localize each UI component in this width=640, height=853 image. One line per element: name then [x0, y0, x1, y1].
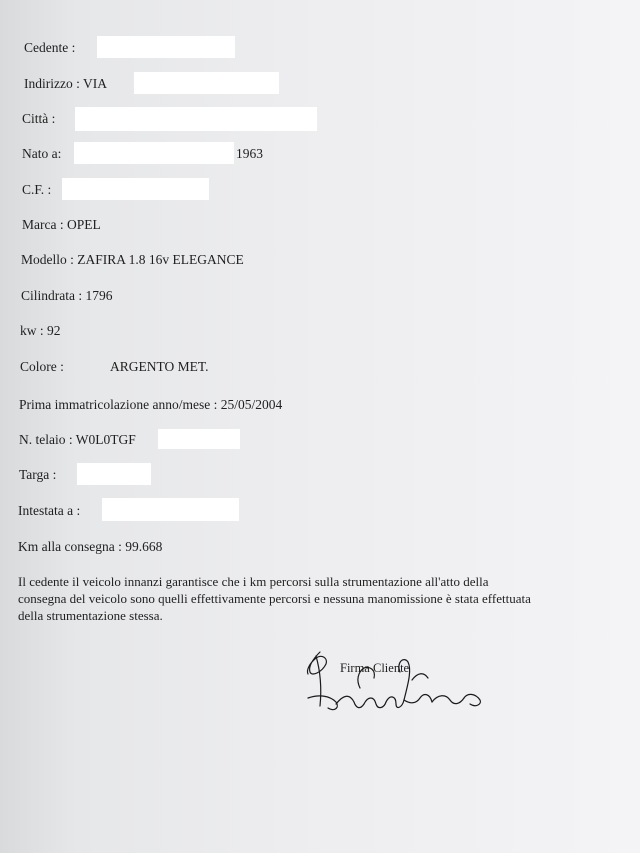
statement-line: Il cedente il veicolo innanzi garantisce che i km percorsi sulla strumentazione all'atto della [18, 574, 489, 589]
redaction-cf [62, 178, 209, 200]
field-indirizzo: Indirizzo : VIA [24, 76, 107, 91]
redaction-intestata [102, 498, 239, 521]
statement-line: della strumentazione stessa. [18, 608, 163, 623]
field-nato-label: Nato a: [22, 146, 62, 161]
redaction-indirizzo [134, 72, 279, 94]
redaction-nato [74, 142, 234, 164]
redaction-citta [75, 107, 317, 131]
field-marca: Marca : OPEL [22, 217, 101, 232]
field-km: Km alla consegna : 99.668 [18, 539, 163, 554]
field-modello: Modello : ZAFIRA 1.8 16v ELEGANCE [21, 252, 244, 267]
redaction-targa [77, 463, 151, 485]
field-citta: Città : [22, 111, 56, 126]
redaction-cedente [97, 36, 235, 58]
redaction-telaio [158, 429, 240, 449]
field-cf: C.F. : [22, 182, 52, 197]
field-targa: Targa : [19, 467, 57, 482]
field-prima-immatricolazione: Prima immatricolazione anno/mese : 25/05/2004 [19, 397, 283, 412]
statement-line: consegna del veicolo sono quelli effettivamente percorsi e nessuna manomissione è stata effettuata [18, 591, 531, 606]
field-colore-label: Colore : [20, 359, 64, 374]
field-cilindrata: Cilindrata : 1796 [21, 288, 113, 303]
field-telaio: N. telaio : W0L0TGF [19, 432, 136, 447]
handwritten-signature [300, 650, 490, 720]
field-colore-value: ARGENTO MET. [110, 359, 209, 374]
field-intestata: Intestata a : [18, 503, 81, 518]
field-cedente: Cedente : [24, 40, 76, 55]
guarantee-statement [18, 573, 628, 624]
field-nato-year: 1963 [236, 146, 263, 161]
signature-label: Firma Cliente [340, 661, 410, 675]
field-kw: kw : 92 [20, 323, 61, 338]
